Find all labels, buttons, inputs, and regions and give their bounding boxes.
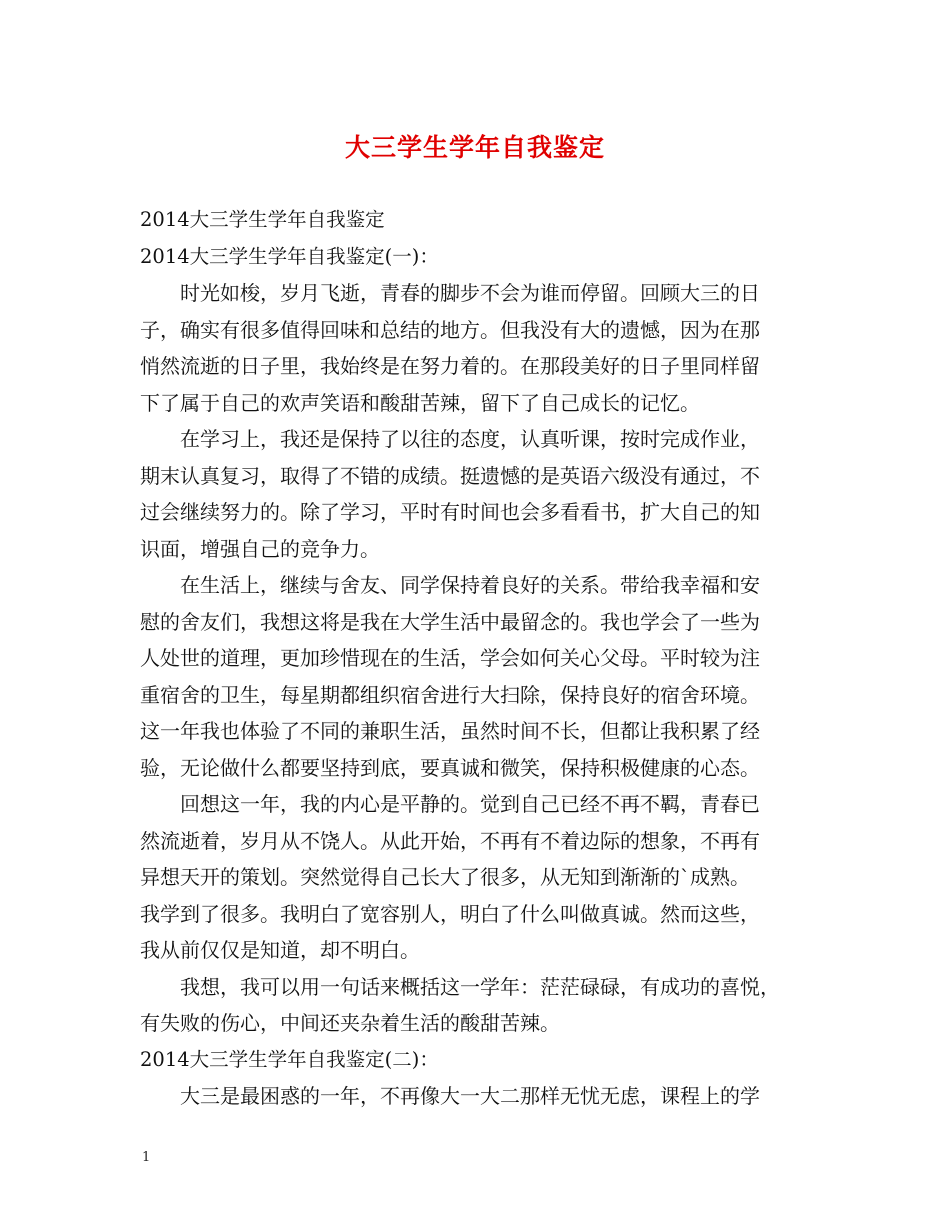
text-line: 在学习上，我还是保持了以往的态度，认真听课，按时完成作业， [180, 427, 760, 451]
text-line: 然流逝着，岁月从不饶人。从此开始，不再有不着边际的想象，不再有 [140, 828, 760, 853]
text-line: 子，确实有很多值得回味和总结的地方。但我没有大的遗憾，因为在那 [140, 317, 760, 342]
text-line: 有失败的伤心，中间还夹杂着生活的酸甜苦辣。 [140, 1011, 560, 1035]
text-line: 大三是最困惑的一年，不再像大一大二那样无忧无虑，课程上的学 [180, 1084, 760, 1108]
text-line: 下了属于自己的欢声笑语和酸甜苦辣，留下了自己成长的记忆。 [140, 390, 700, 415]
text-line: 这一年我也体验了不同的兼职生活，虽然时间不长，但都让我积累了经 [140, 719, 760, 743]
section-heading-line: 2014大三学生学年自我鉴定(二)： [140, 1047, 439, 1071]
text-line: 我从前仅仅是知道，却不明白。 [140, 938, 420, 962]
page-number: 1 [142, 1150, 151, 1165]
document-title: 大三学生学年自我鉴定 [344, 133, 605, 162]
text-line: 期末认真复习，取得了不错的成绩。挺遗憾的是英语六级没有通过，不 [140, 463, 760, 488]
text-line: 识面，增强自己的竞争力。 [140, 536, 380, 561]
text-line: 时光如梭，岁月飞逝，青春的脚步不会为谁而停留。回顾大三的日 [180, 281, 760, 305]
text-line: 我学到了很多。我明白了宽容别人，明白了什么叫做真诚。然而这些， [140, 901, 760, 926]
text-line: 过会继续努力的。除了学习，平时有时间也会多看看书，扩大自己的知 [140, 500, 760, 524]
section-heading-line: 2014大三学生学年自我鉴定(一)： [140, 244, 439, 268]
text-line: 回想这一年，我的内心是平静的。觉到自己已经不再不羁，青春已 [180, 792, 760, 816]
text-line: 在生活上，继续与舍友、同学保持着良好的关系。带给我幸福和安 [180, 573, 760, 597]
text-line: 悄然流逝的日子里，我始终是在努力着的。在那段美好的日子里同样留 [140, 354, 760, 378]
text-line: 我想，我可以用一句话来概括这一学年：茫茫碌碌，有成功的喜悦， [180, 974, 780, 999]
document-body [140, 202, 830, 1115]
section-heading-line: 2014大三学生学年自我鉴定 [140, 208, 385, 231]
text-line: 异想天开的策划。突然觉得自己长大了很多，从无知到渐渐的`成熟。 [140, 865, 750, 889]
text-line: 慰的舍友们，我想这将是我在大学生活中最留念的。我也学会了一些为 [140, 609, 760, 634]
text-line: 验，无论做什么都要坚持到底，要真诚和微笑，保持积极健康的心态。 [140, 755, 760, 780]
text-line: 重宿舍的卫生，每星期都组织宿舍进行大扫除，保持良好的宿舍环境。 [140, 682, 760, 707]
text-line: 人处世的道理，更加珍惜现在的生活，学会如何关心父母。平时较为注 [140, 646, 760, 670]
